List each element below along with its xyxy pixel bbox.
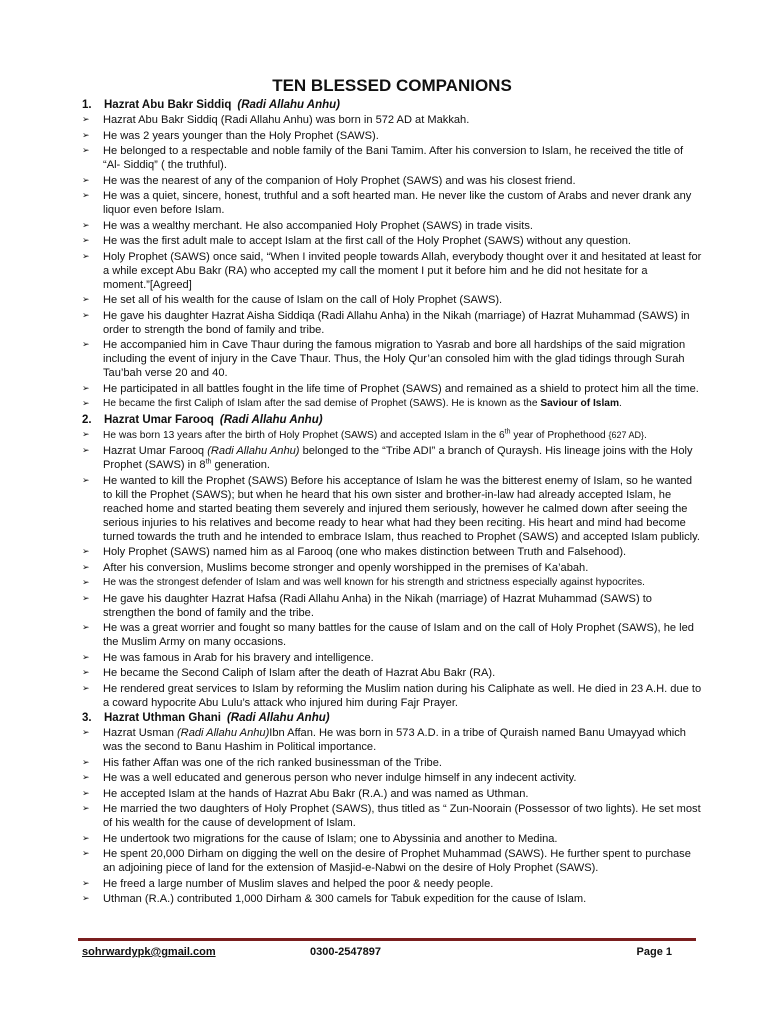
section-heading-abu-bakr: [82, 98, 702, 113]
list-item: ➢ He accompanied him in Cave Thaur during the famous migration to Yasrab and bore all hardships of the said migration including the event of injury in the Cave Thaur. Thus, the Holy Qur’an consoled him with the glad tidings through Surah Tau’bah verse 20 and 40.: [82, 338, 702, 380]
list-item: ➢ He rendered great services to Islam by reforming the Muslim nation during his Caliphate as well. He died in 23 A.H. due to a coward hypocrite Abu Lulu’s attack who injured him during Fajr Prayer.: [82, 682, 702, 710]
list-item: ➢ He was the strongest defender of Islam and was well known for his strength and strictness especially against hypocrites.: [82, 576, 702, 590]
section-honorific: (Radi Allahu Anhu): [219, 413, 323, 426]
list-item: ➢ He was the first adult male to accept Islam at the first call of the Holy Prophet (SAWS) without any question.: [82, 234, 702, 248]
list-item-end: .: [619, 398, 622, 409]
section-name: Hazrat Umar Farooq: [104, 413, 214, 426]
year-note: {627 AD}: [608, 429, 645, 440]
list-item: ➢ He was famous in Arab for his bravery and intelligence.: [82, 651, 702, 665]
list-item: ➢ Holy Prophet (SAWS) once said, “When I invited people towards Allah, everybody thought over it and hesitated at least for a while except Abu Bakr (RA) who accepted my call the moment I put it before him and he did not hesitate for a moment.”[Agreed]: [82, 250, 702, 292]
section-name: Hazrat Uthman Ghani: [104, 712, 221, 724]
list-item-text: He became the first Caliph of Islam after the sad demise of Prophet (SAWS). He is known as the: [103, 398, 541, 409]
honorific-inline: (Radi Allahu Anhu): [176, 727, 270, 739]
section-number: 3.: [82, 712, 92, 724]
section-name: Hazrat Abu Bakr Siddiq: [104, 99, 232, 111]
list-item-text: generation.: [211, 459, 271, 471]
list-item: ➢ He freed a large number of Muslim slaves and helped the poor & needy people.: [82, 877, 702, 891]
list-item-text: belonged to the “Tribe ADI” a branch of Quraysh. His lineage joins with the Holy Prophet (SAWS) in 8: [103, 445, 693, 471]
superscript: th: [504, 428, 511, 436]
list-item: ➢ He wanted to kill the Prophet (SAWS) Before his acceptance of Islam he was the bitterest enemy of Islam, so he wanted to kill the Prophet (SAWS); but when he heard that his own sister and brother-in-law had already accepted Islam, he reached home and started beating them severely and injured them seriously, however he calmed down after seeing the serious injuries to his relatives and become ready to hear what had they been reciting. His heart and mind had become turned towards the truth and he intended to embrace Islam, thus reached to Prophet (SAWS) and accepted Islam publicly.: [82, 474, 702, 544]
list-item: ➢ He became the Second Caliph of Islam after the death of Hazrat Abu Bakr (RA).: [82, 666, 702, 680]
list-item-text: year of Prophethood: [510, 429, 609, 441]
section-honorific: (Radi Allahu Anhu): [237, 99, 341, 111]
bullet-list-abu-bakr: [82, 113, 702, 411]
list-item: ➢ Uthman (R.A.) contributed 1,000 Dirham & 300 camels for Tabuk expedition for the cause of Islam.: [82, 892, 702, 906]
footer-divider: [78, 938, 696, 941]
list-item: ➢ He gave his daughter Hazrat Aisha Siddiqa (Radi Allahu Anha) in the Nikah (marriage) of Hazrat Muhammad (SAWS) in order to strength the bond of family and tribe.: [82, 309, 702, 337]
bullet-list-umar-farooq: [82, 428, 702, 710]
honorific-inline: (Radi Allahu Anhu): [207, 445, 300, 457]
section-heading-umar-farooq: [82, 413, 702, 428]
section-number: 2.: [82, 413, 92, 426]
list-item: [82, 397, 702, 411]
list-item: ➢ He was a well educated and generous person who never indulge himself in any indecent activity.: [82, 771, 702, 785]
list-item: ➢ Hazrat Abu Bakr Siddiq (Radi Allahu Anhu) was born in 572 AD at Makkah.: [82, 113, 702, 127]
list-item: ➢ He spent 20,000 Dirham on digging the well on the desire of Prophet Muhammad (SAWS). He further spent to purchase an adjoining piece of land for the extension of Masjid-e-Nabwi on the desire of Holy Prophet (SAWS).: [82, 847, 702, 875]
page-number: Page 1: [636, 946, 672, 958]
list-item: ➢ He participated in all battles fought in the life time of Prophet (SAWS) and remained as a shield to protect him all the time.: [82, 382, 702, 396]
list-item: ➢ He was a quiet, sincere, honest, truthful and a soft hearted man. He never like the custom of Arabs and never drank any liquor even before Islam.: [82, 189, 702, 217]
list-item-text: Hazrat Usman: [103, 727, 177, 739]
list-item: ➢ He undertook two migrations for the cause of Islam; one to Abyssinia and another to Medina.: [82, 832, 702, 846]
footer-email-link[interactable]: sohrwardypk@gmail.com: [82, 946, 216, 958]
document-body: [82, 74, 702, 908]
document-title: TEN BLESSED COMPANIONS: [272, 76, 512, 95]
list-item: [82, 444, 702, 472]
list-item-text: Hazrat Umar Farooq: [103, 445, 208, 457]
list-item: [82, 428, 702, 443]
list-item: ➢ He married the two daughters of Holy Prophet (SAWS), thus titled as “ Zun-Noorain (Possessor of two lights). He set most of his wealth for the cause of development of Islam.: [82, 802, 702, 830]
list-item: ➢ Holy Prophet (SAWS) named him as al Farooq (one who makes distinction between Truth and Falsehood).: [82, 545, 702, 559]
list-item: ➢ After his conversion, Muslims become stronger and openly worshipped in the premises of Ka’abah.: [82, 561, 702, 575]
list-item: ➢ He set all of his wealth for the cause of Islam on the call of Holy Prophet (SAWS).: [82, 293, 702, 307]
list-item-end: .: [644, 429, 647, 441]
footer-phone: 0300-2547897: [310, 946, 381, 958]
list-item: [82, 726, 702, 754]
list-item: ➢ He belonged to a respectable and noble family of the Bani Tamim. After his conversion to Islam, he received the title of “Al- Siddiq” ( the truthful).: [82, 144, 702, 172]
list-item: ➢ He accepted Islam at the hands of Hazrat Abu Bakr (R.A.) and was named as Uthman.: [82, 787, 702, 801]
section-heading-uthman-ghani: [82, 711, 702, 726]
bullet-list-uthman-ghani: [82, 726, 702, 906]
list-item: ➢ He was a great worrier and fought so many battles for the cause of Islam and on the call of Holy Prophet (SAWS), he led the Muslim Army on many occasions.: [82, 621, 702, 649]
list-item: ➢ He was the nearest of any of the companion of Holy Prophet (SAWS) and was his closest friend.: [82, 174, 702, 188]
list-item: ➢ He was a wealthy merchant. He also accompanied Holy Prophet (SAWS) in trade visits.: [82, 219, 702, 233]
saviour-title: Saviour of Islam: [540, 398, 620, 409]
section-number: 1.: [82, 99, 92, 111]
list-item-text: Ibn Affan. He was born in 573 A.D. in a tribe of Quraish named Banu Umayyad which was the second to Banu Hashim in Political importance.: [103, 727, 686, 753]
list-item-text: He was born 13 years after the birth of Holy Prophet (SAWS) and accepted Islam in the 6: [103, 429, 505, 441]
superscript: th: [205, 458, 212, 466]
list-item: ➢ He gave his daughter Hazrat Hafsa (Radi Allahu Anha) in the Nikah (marriage) of Hazrat Muhammad (SAWS) to strengthen the bond of family and the tribe.: [82, 592, 702, 620]
section-honorific: (Radi Allahu Anhu): [226, 712, 330, 724]
list-item: ➢ He was 2 years younger than the Holy Prophet (SAWS).: [82, 129, 702, 143]
list-item: ➢ His father Affan was one of the rich ranked businessman of the Tribe.: [82, 756, 702, 770]
